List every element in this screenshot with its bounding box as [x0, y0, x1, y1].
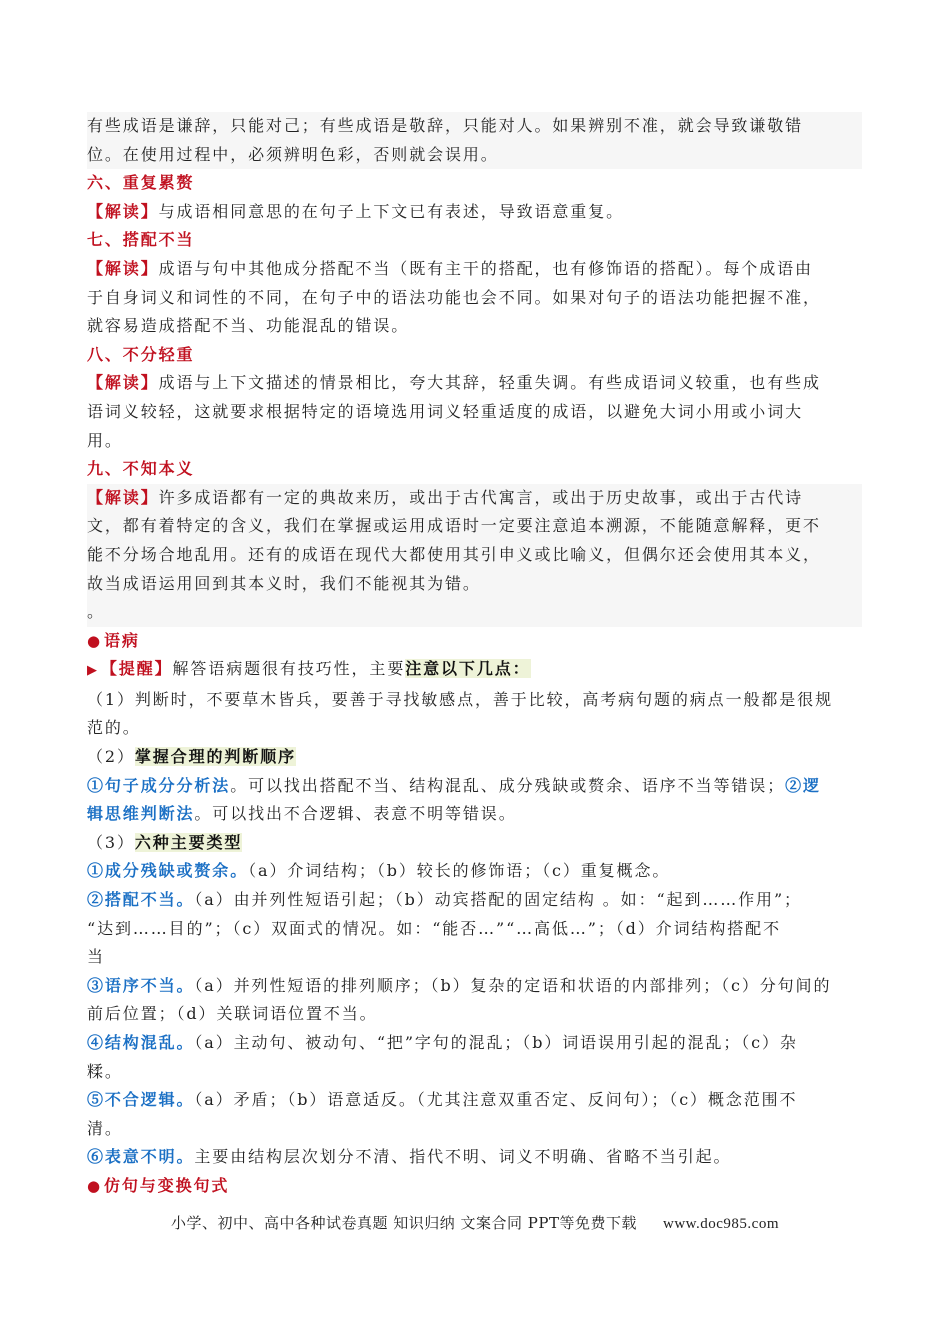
text-line: 范的。 — [87, 718, 141, 738]
text-line: 糅。 — [87, 1061, 123, 1081]
text-span: （a）介词结构；（b）较长的修饰语；（c）重复概念。 — [248, 861, 671, 881]
type-line — [87, 1086, 862, 1115]
text-span: 。可以找出搭配不当、结构混乱、成分残缺或赘余、语序不当等错误； — [230, 775, 786, 795]
text-line: 当 — [87, 947, 105, 967]
text-span: 许多成语都有一定的典故来历，或出于古代寓言，或出于历史故事，或出于古代诗 — [158, 487, 804, 507]
tip-label: 【提醒】 — [100, 659, 173, 679]
text-line: 有些成语是谦辞，只能对己；有些成语是敬辞，只能对人。如果辨别不准，就会导致谦敬错 — [87, 116, 804, 135]
text-line: “达到……目的”；（c）双面式的情况。如：“能否…”“…高低…”；（d）介词结构搭配不 — [87, 918, 781, 938]
text-span: （a）由并列性短语引起；（b）动宾搭配的固定结构 。如：“起到……作用”； — [194, 890, 802, 910]
type-line — [87, 857, 862, 886]
triangle-right-icon: ▶ — [87, 663, 99, 679]
period-line: 。 — [87, 602, 105, 622]
tip-highlight: 注意以下几点： — [405, 659, 531, 679]
method-keyword: 辑思维判断法 — [87, 804, 195, 824]
text-span: 成语与上下文描述的情景相比，夸大其辞，轻重失调。有些成语词义较重，也有些成 — [158, 373, 821, 393]
type-keyword: ②搭配不当。 — [87, 890, 195, 910]
section-heading: 七、搭配不当 — [87, 230, 195, 250]
text-line: 语词义较轻，这就要求根据特定的语境选用词义轻重适度的成语，以避免大词小用或小词大 — [87, 401, 804, 421]
tip-line — [87, 655, 862, 686]
section-text — [87, 484, 862, 513]
intro-block — [87, 112, 862, 169]
footer-text: 小学、初中、高中各种试卷真题 知识归纳 文案合同 PPT等免费下载 — [170, 1214, 637, 1232]
text-span: （a）主动句、被动句、“把”字句的混乱；（b）词语误用引起的混乱；（c）杂 — [194, 1033, 798, 1052]
type-line — [87, 1143, 862, 1172]
interpret-label: 【解读】 — [87, 258, 159, 278]
bullet-heading-yubing — [87, 627, 862, 656]
type-line — [87, 1029, 862, 1058]
point-prefix: （3） — [87, 832, 135, 852]
text-span: 主要由结构层次划分不清、指代不明、词义不明确、省略不当引起。 — [194, 1147, 732, 1167]
method-keyword: ②逻 — [785, 775, 821, 795]
point-highlight: 掌握合理的判断顺序 — [134, 747, 296, 767]
section-text — [87, 198, 862, 227]
text-line: 文，都有着特定的含义，我们在掌握或运用成语时一定要注意追本溯源，不能随意解释，更不 — [87, 516, 821, 536]
bullet-dot-icon: ● — [87, 631, 102, 650]
interpret-label: 【解读】 — [87, 487, 159, 507]
interpret-label: 【解读】 — [87, 201, 159, 221]
method-keyword: ①句子成分分析法 — [87, 775, 231, 795]
type-keyword: ⑥表意不明。 — [87, 1147, 195, 1167]
point-highlight: 六种主要类型 — [134, 832, 243, 852]
type-keyword: ⑤不合逻辑。 — [87, 1090, 195, 1110]
text-span: 。可以找出不合逻辑、表意不明等错误。 — [194, 804, 517, 824]
section-heading: 六、重复累赘 — [87, 173, 195, 193]
bullet-dot-icon: ● — [87, 1176, 102, 1195]
point-three-heading — [87, 829, 862, 858]
text-line: 清。 — [87, 1118, 123, 1138]
section-text — [87, 369, 862, 398]
text-line: 前后位置；（d）关联词语位置不当。 — [87, 1004, 378, 1024]
section-text — [87, 255, 862, 284]
tip-text: 解答语病题很有技巧性，主要 — [172, 659, 406, 679]
point-prefix: （2） — [87, 747, 135, 767]
section-nine-block — [87, 484, 862, 627]
method-line — [87, 772, 862, 801]
point-two-heading — [87, 743, 862, 772]
footer-url[interactable]: www.doc985.com — [662, 1216, 779, 1232]
text-span: （a）矛盾；（b）语意适反。（尤其注意双重否定、反问句）；（c）概念范围不 — [194, 1090, 798, 1110]
text-span: 与成语相同意思的在句子上下文已有表述，导致语意重复。 — [158, 201, 625, 221]
document-body — [87, 112, 862, 1201]
text-line: 能不分场合地乱用。还有的成语在现代大都使用其引申义或比喻义，但偶尔还会使用其本义， — [87, 544, 821, 564]
method-line — [87, 800, 862, 829]
text-line: （1）判断时，不要草木皆兵，要善于寻找敏感点，善于比较，高考病句题的病点一般都是很规 — [87, 689, 833, 709]
section-heading: 九、不知本义 — [87, 459, 195, 479]
text-span: 成语与句中其他成分搭配不当（既有主干的搭配，也有修饰语的搭配）。每个成语由 — [158, 258, 813, 278]
bullet-heading-fangju — [87, 1172, 862, 1201]
text-line: 就容易造成搭配不当、功能混乱的错误。 — [87, 316, 410, 336]
text-line: 用。 — [87, 430, 123, 450]
text-line: 于自身词义和词性的不同，在句子中的语法功能也会不同。如果对句子的语法功能把握不准， — [87, 287, 821, 307]
type-line — [87, 886, 862, 915]
interpret-label: 【解读】 — [87, 373, 159, 393]
type-keyword: ④结构混乱。 — [87, 1033, 195, 1052]
section-heading: 八、不分轻重 — [87, 344, 195, 364]
text-line: 故当成语运用回到其本义时，我们不能视其为错。 — [87, 573, 481, 593]
type-keyword: ①成分残缺或赘余。 — [87, 861, 249, 881]
bullet-title: 语病 — [104, 630, 140, 650]
type-line — [87, 972, 862, 1001]
text-span: （a）并列性短语的排列顺序；（b）复杂的定语和状语的内部排列；（c）分句间的 — [194, 975, 832, 995]
text-line: 位。在使用过程中，必须辨明色彩，否则就会误用。 — [87, 144, 499, 164]
type-keyword: ③语序不当。 — [87, 975, 195, 995]
bullet-title: 仿句与变换句式 — [104, 1175, 230, 1195]
page-footer — [0, 1212, 950, 1233]
